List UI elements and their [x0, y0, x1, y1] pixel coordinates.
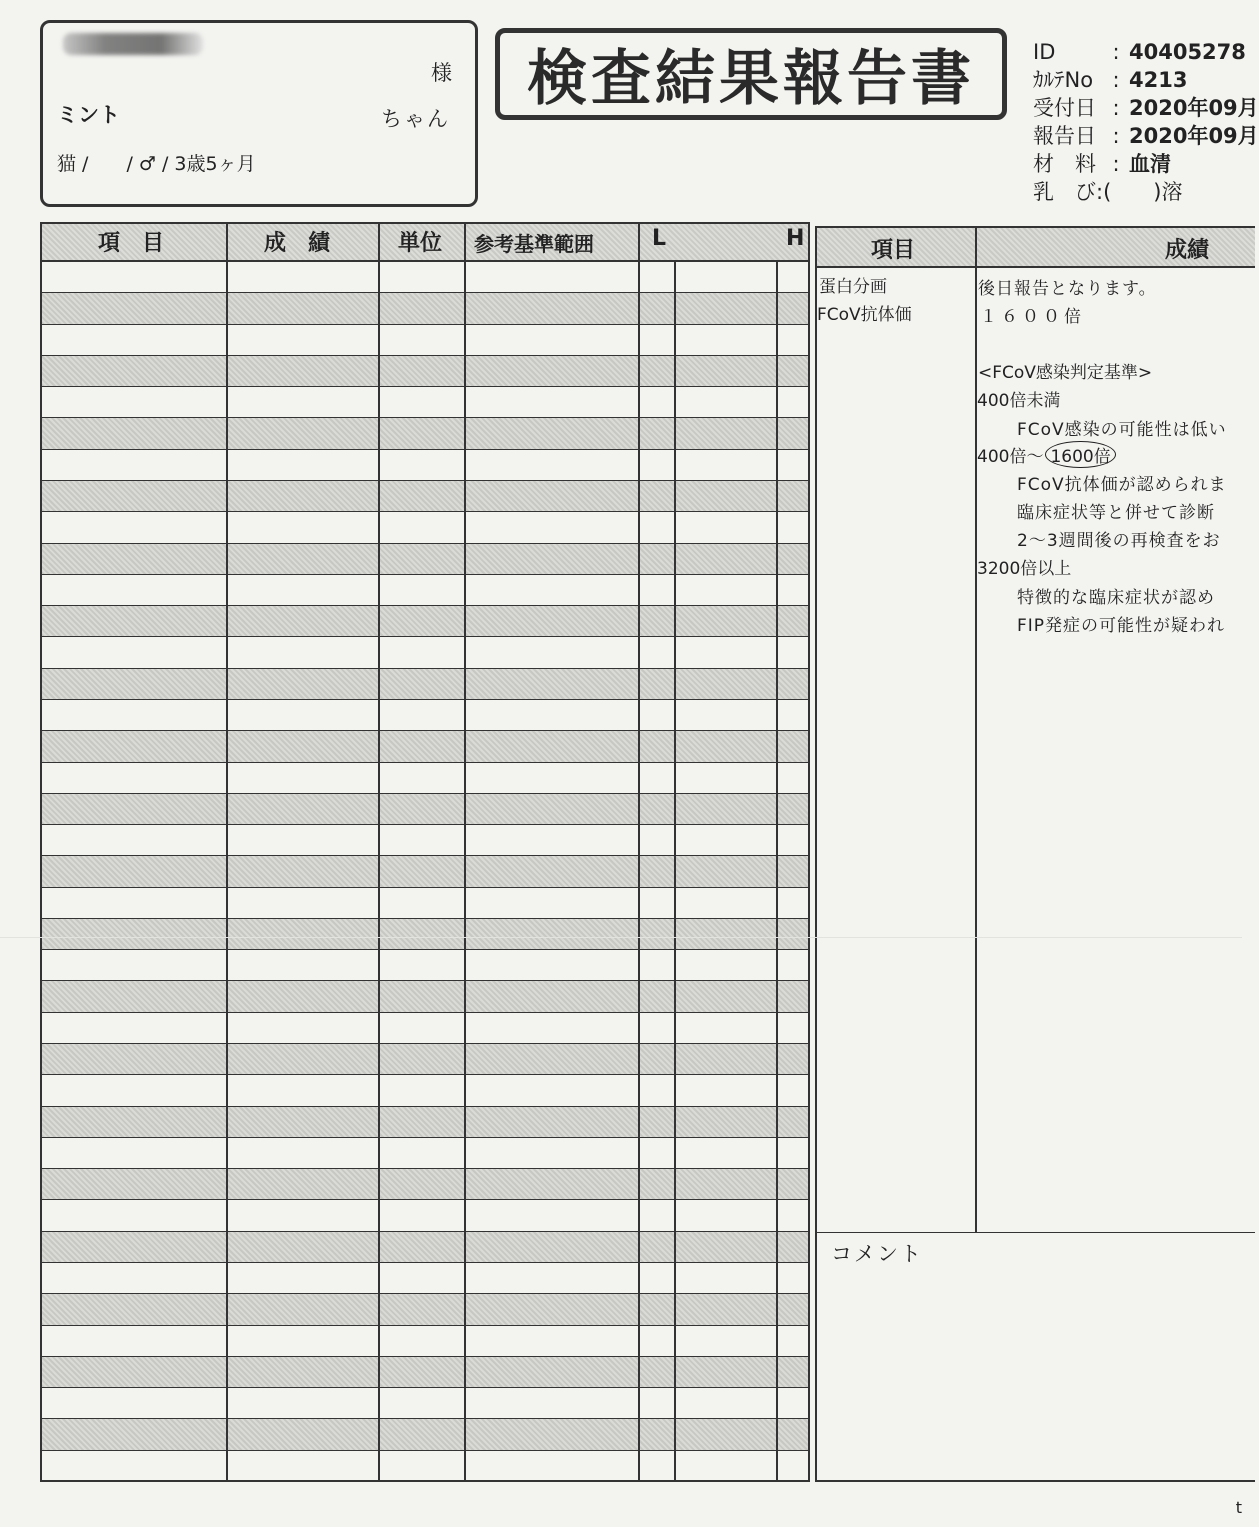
circled-result: 1600倍: [1045, 441, 1115, 468]
table-row: [42, 450, 808, 481]
col-unit: 単位: [398, 231, 443, 256]
criteria-note: 2～3週間後の再検査をお: [1017, 531, 1221, 551]
rt-col-result: 成績: [1165, 238, 1210, 263]
report-meta: [1033, 38, 1259, 206]
table-row: [42, 512, 808, 543]
pet-suffix: ちゃん: [381, 107, 450, 131]
criteria-range: 400倍未満: [977, 391, 1061, 411]
table-row: [42, 1138, 808, 1169]
table-row: [42, 1357, 808, 1388]
col-reference: 参考基準範囲: [474, 232, 594, 256]
results-table-right: [815, 226, 1255, 1482]
pet-name: ミント: [57, 103, 120, 127]
item-fcov-titer: FCoV抗体価: [817, 305, 912, 325]
criteria-range: 400倍～ 1600倍: [977, 441, 1116, 468]
table-row: [42, 731, 808, 762]
result-fcov-titer: １６００倍: [980, 307, 1085, 327]
criteria-note: 特徴的な臨床症状が認め: [1017, 588, 1215, 608]
results-rows: [42, 262, 808, 1482]
table-row: [42, 981, 808, 1012]
col-low: L: [652, 226, 667, 251]
table-row: [42, 794, 808, 825]
meta-row-chyle: 乳 び:( )溶: [1033, 180, 1183, 204]
meta-row-id: ID : 40405278: [1033, 40, 1246, 64]
table-row: [42, 1326, 808, 1357]
comment-divider: [817, 1232, 1255, 1233]
table-row: [42, 856, 808, 887]
table-row: [42, 1388, 808, 1419]
table-row: [42, 1419, 808, 1450]
table-row: [42, 1013, 808, 1044]
table-row: [42, 950, 808, 981]
rt-col-divider: [975, 228, 977, 1232]
meta-row-chart-no: ｶﾙﾃNo : 4213: [1033, 68, 1188, 92]
table-row: [42, 575, 808, 606]
honorific: 様: [431, 61, 452, 85]
col-divider: [464, 224, 466, 1480]
table-row: [42, 919, 808, 950]
col-divider: [776, 262, 778, 1480]
rt-col-item: 項目: [871, 238, 916, 263]
paper-fold-line: [0, 937, 1242, 938]
table-row: [42, 606, 808, 637]
table-row: [42, 700, 808, 731]
meta-row-material: 材 料 : 血清: [1033, 152, 1171, 176]
table-row: [42, 293, 808, 324]
criteria-range: 3200倍以上: [977, 559, 1072, 579]
results-table-left: [40, 222, 810, 1482]
col-high: H: [786, 226, 805, 251]
table-row: [42, 1169, 808, 1200]
patient-info-box: [40, 20, 478, 207]
col-divider: [638, 224, 640, 1480]
meta-row-received: 受付日 : 2020年09月: [1033, 96, 1259, 120]
table-row: [42, 356, 808, 387]
col-divider: [226, 224, 228, 1480]
table-row: [42, 387, 808, 418]
table-row: [42, 481, 808, 512]
table-row: [42, 888, 808, 919]
table-row: [42, 1263, 808, 1294]
report-title: 検査結果報告書: [495, 28, 1007, 120]
table-row: [42, 544, 808, 575]
table-row: [42, 262, 808, 293]
table-row: [42, 325, 808, 356]
col-divider: [378, 224, 380, 1480]
criteria-note: FIP発症の可能性が疑われ: [1017, 616, 1226, 636]
col-divider: [674, 262, 676, 1480]
table-row: [42, 637, 808, 668]
result-protein-fraction: 後日報告となります。: [978, 279, 1157, 299]
species-line: 猫 / / ♂ / 3歳5ヶ月: [57, 153, 256, 175]
table-row: [42, 1232, 808, 1263]
table-row: [42, 763, 808, 794]
table-row: [42, 1200, 808, 1231]
right-table-header: [817, 228, 1255, 268]
corner-mark: t: [1235, 1498, 1242, 1517]
table-row: [42, 418, 808, 449]
table-row: [42, 1451, 808, 1482]
criteria-note: FCoV抗体価が認められま: [1017, 475, 1227, 495]
col-item: 項 目: [98, 231, 165, 256]
criteria-note: FCoV感染の可能性は低い: [1017, 420, 1227, 440]
redacted-owner-name: [63, 33, 203, 55]
criteria-title: <FCoV感染判定基準>: [978, 363, 1153, 383]
table-row: [42, 1044, 808, 1075]
results-table-header: [42, 224, 808, 262]
table-row: [42, 1107, 808, 1138]
comment-label: コメント: [831, 1242, 923, 1266]
table-row: [42, 825, 808, 856]
table-row: [42, 669, 808, 700]
col-result: 成 績: [264, 231, 331, 256]
criteria-note: 臨床症状等と併せて診断: [1017, 503, 1215, 523]
meta-row-reported: 報告日 : 2020年09月: [1033, 124, 1259, 148]
table-row: [42, 1294, 808, 1325]
item-protein-fraction: 蛋白分画: [819, 277, 887, 297]
table-row: [42, 1075, 808, 1106]
